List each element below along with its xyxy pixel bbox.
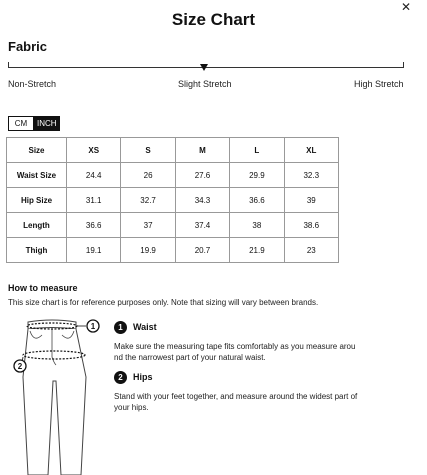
table-cell: 32.7 <box>121 188 175 213</box>
step-title-waist: Waist <box>133 322 157 332</box>
table-cell: 32.3 <box>284 163 338 188</box>
measure-step-hips <box>114 371 384 415</box>
stretch-scale-tick <box>403 62 404 68</box>
table-cell: 34.3 <box>175 188 229 213</box>
table-header-cell: XL <box>284 138 338 163</box>
row-label-waist: Waist Size <box>7 163 67 188</box>
table-header-cell: M <box>175 138 229 163</box>
pants-icon <box>12 317 102 475</box>
table-cell: 37.4 <box>175 213 229 238</box>
table-header-cell: S <box>121 138 175 163</box>
table-header-cell: Size <box>7 138 67 163</box>
table-cell: 38 <box>230 213 284 238</box>
step-number-badge: 2 <box>114 371 127 384</box>
row-label-hip: Hip Size <box>7 188 67 213</box>
step-description-line: Make sure the measuring tape fits comfortably as you measure arou <box>114 342 356 351</box>
table-header-cell: L <box>230 138 284 163</box>
close-icon: ✕ <box>400 0 412 14</box>
table-cell: 19.1 <box>67 238 121 263</box>
row-label-length: Length <box>7 213 67 238</box>
table-cell: 36.6 <box>67 213 121 238</box>
table-cell: 36.6 <box>230 188 284 213</box>
stretch-label-slight-stretch: Slight Stretch <box>178 79 232 89</box>
unit-inch-button[interactable]: INCH <box>33 117 59 130</box>
size-disclaimer: This size chart is for reference purposes only. Note that sizing will vary between brands. <box>8 298 319 307</box>
step-description-line: Stand with your feet together, and measure around the widest part of <box>114 392 358 401</box>
table-header-row <box>7 138 339 163</box>
table-cell: 20.7 <box>175 238 229 263</box>
stretch-label-high-stretch: High Stretch <box>354 79 404 89</box>
stretch-scale-tick <box>8 62 9 68</box>
table-cell: 29.9 <box>230 163 284 188</box>
triangle-down-icon <box>200 64 208 71</box>
table-cell: 23 <box>284 238 338 263</box>
table-cell: 39 <box>284 188 338 213</box>
measure-step-waist <box>114 321 384 365</box>
table-cell: 26 <box>121 163 175 188</box>
unit-toggle <box>8 116 60 131</box>
fabric-heading: Fabric <box>8 39 48 54</box>
step-title-hips: Hips <box>133 372 153 382</box>
table-row <box>7 163 339 188</box>
step-description-waist <box>114 341 376 363</box>
page-title: Size Chart <box>171 10 256 29</box>
table-header-cell: XS <box>67 138 121 163</box>
step-description-line: your hips. <box>114 403 149 412</box>
table-cell: 19.9 <box>121 238 175 263</box>
pants-badge-2: 2 <box>17 362 23 371</box>
table-cell: 37 <box>121 213 175 238</box>
unit-cm-button[interactable]: CM <box>9 117 33 130</box>
step-description-line: nd the narrowest part of your natural waist. <box>114 353 266 362</box>
how-to-measure-heading: How to measure <box>8 283 78 293</box>
table-cell: 24.4 <box>67 163 121 188</box>
table-cell: 38.6 <box>284 213 338 238</box>
size-table <box>6 137 339 263</box>
stretch-label-non-stretch: Non-Stretch <box>8 79 57 89</box>
pants-badge-1: 1 <box>90 322 96 331</box>
table-row <box>7 213 339 238</box>
pants-diagram <box>12 317 102 475</box>
table-cell: 27.6 <box>175 163 229 188</box>
table-row <box>7 238 339 263</box>
table-cell: 21.9 <box>230 238 284 263</box>
table-row <box>7 188 339 213</box>
step-number-badge: 1 <box>114 321 127 334</box>
step-description-hips <box>114 391 376 413</box>
table-cell: 31.1 <box>67 188 121 213</box>
row-label-thigh: Thigh <box>7 238 67 263</box>
